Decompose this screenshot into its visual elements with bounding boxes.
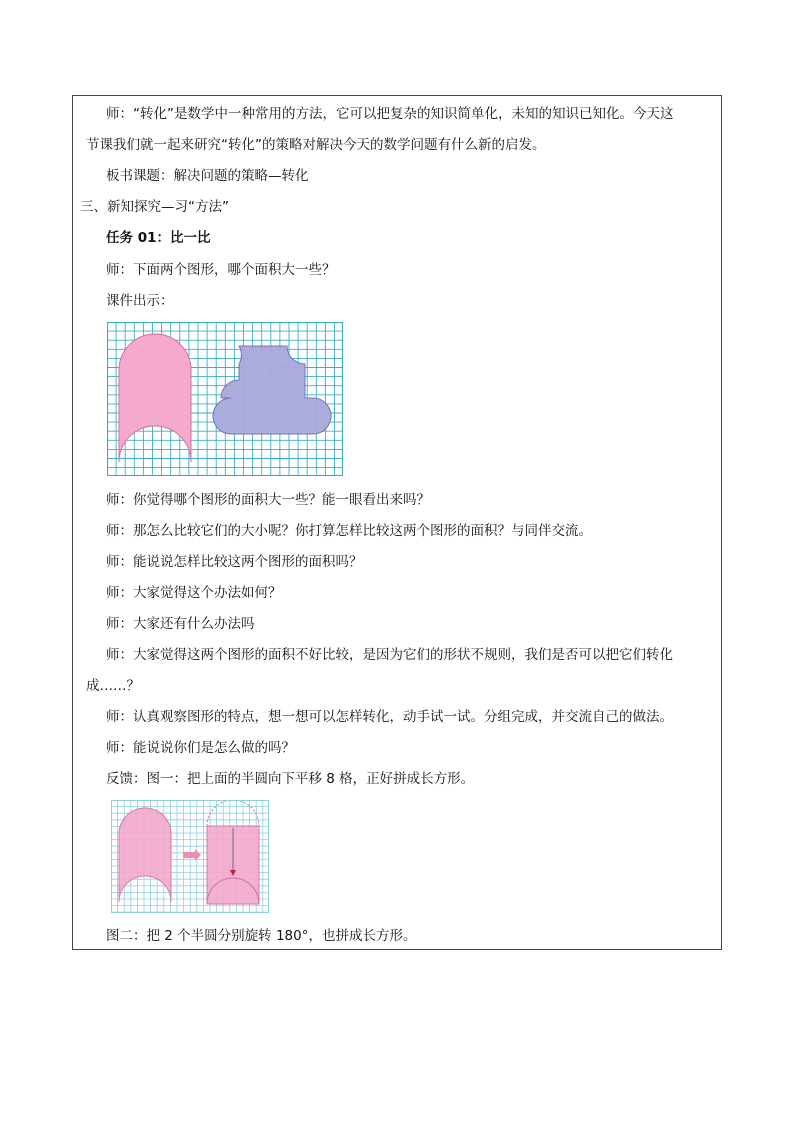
question-7-line1: 师：大家觉得这两个图形的面积不好比较，是因为它们的形状不规则，我们是否可以把它们转化 (106, 647, 673, 663)
shapes-grid-figure (107, 322, 343, 476)
question-8: 师：认真观察图形的特点，想一想可以怎样转化，动手试一试。分组完成，并交流自己的做法。 (106, 709, 673, 725)
question-6: 师：大家还有什么办法吗 (106, 616, 255, 632)
feedback-figure-2: 图二：把 2 个半圆分别旋转 180°，也拼成长方形。 (106, 928, 417, 944)
question-9: 师：能说说你们是怎么做的吗？ (106, 740, 295, 756)
question-4: 师：能说说怎样比较这两个图形的面积吗？ (106, 554, 363, 570)
question-7-line2: 成……？ (86, 678, 140, 694)
task-heading: 任务 01：比一比 (106, 230, 211, 246)
blue-vase-shape (213, 346, 331, 434)
paragraph-intro-line2: 节课我们就一起来研究“转化”的策略对解决今天的数学问题有什么新的启发。 (86, 137, 546, 153)
question-1: 师：下面两个图形，哪个面积大一些？ (106, 262, 336, 278)
pink-arch-original (119, 808, 171, 902)
board-topic: 板书课题：解决问题的策略—转化 (106, 168, 309, 184)
courseware-label: 课件出示： (106, 293, 174, 309)
question-3: 师：那怎么比较它们的大小呢？你打算怎样比较这两个图形的面积？与同伴交流。 (106, 523, 592, 539)
feedback-figure-1: 反馈：图一：把上面的半圆向下平移 8 格，正好拼成长方形。 (106, 771, 475, 787)
paragraph-intro-line1: 师：“转化”是数学中一种常用的方法，它可以把复杂的知识简单化，未知的知识已知化。今天这 (106, 106, 674, 122)
translation-figure (111, 800, 269, 913)
section-heading: 三、新知探究—习“方法” (80, 199, 229, 215)
question-5: 师：大家觉得这个办法如何？ (106, 585, 282, 601)
question-2: 师：你觉得哪个图形的面积大一些？能一眼看出来吗？ (106, 492, 430, 508)
